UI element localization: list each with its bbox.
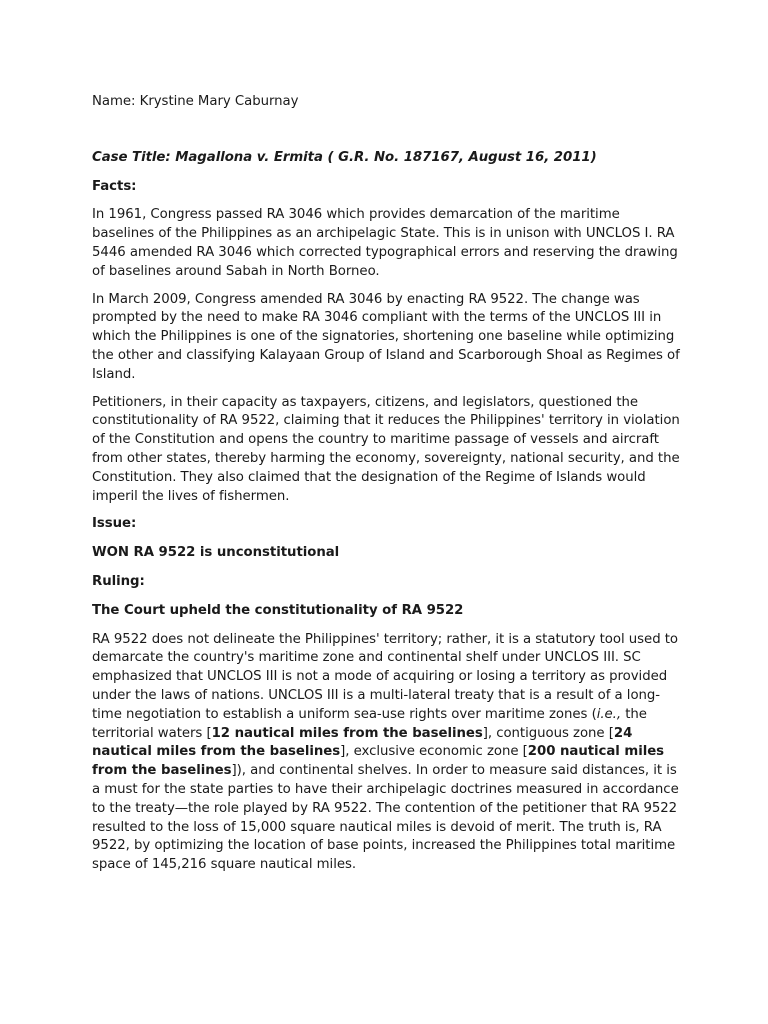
ruling-heading: Ruling: [92, 573, 145, 589]
ruling-text: The Court upheld the constitutionality of RA 9522 [92, 602, 464, 618]
eez-distance: 200 nautical miles from the baselines [92, 744, 665, 779]
document-page [92, 93, 684, 875]
issue-text: WON RA 9522 is unconstitutional [92, 545, 340, 561]
student-name-line [92, 93, 684, 112]
facts-paragraph-2: In March 2009, Congress amended RA 3046 by enacting RA 9522. The change was prompted by the need to make RA 3046 compliant with the terms of the UNCLOS III in which the Philippines is one of the signatories, shortening one baseline while optimizing the other and classifying Kalayaan Group of Island and Scarborough Shoal as Regimes of Island. [92, 291, 680, 382]
ruling-ie: i.e., [596, 706, 622, 722]
ruling-text-part-3: ], contiguous zone [ [482, 725, 614, 741]
facts-heading: Facts: [92, 178, 137, 194]
case-title: Case Title: Magallona v. Ermita ( G.R. No. 187167, August 16, 2011) [92, 149, 597, 165]
name-label: Name: [92, 94, 136, 109]
facts-paragraph-1: In 1961, Congress passed RA 3046 which provides demarcation of the maritime baselines of the Philippines as an archipelagic State. This is in unison with UNCLOS I. RA 5446 amended RA 3046 which corrected typographical errors and reserving the drawing of baselines around Sabah in North Borneo. [92, 207, 678, 279]
ruling-paragraph [92, 631, 684, 875]
territorial-waters-distance: 12 nautical miles from the baselines [211, 725, 483, 741]
facts-paragraph-3: Petitioners, in their capacity as taxpayers, citizens, and legislators, questioned the constitutionality of RA 9522, claiming that it reduces the Philippines' territory in violation of the Constitution and opens the country to maritime passage of vessels and aircraft from other states, thereby harming the economy, sovereignty, national security, and the Constitution. They also claimed that the designation of the Regime of Islands would imperil the lives of fishermen. [92, 394, 680, 504]
contiguous-zone-distance: 24 nautical miles from the baselines [92, 725, 633, 760]
ruling-text-part-2: the territorial waters [ [92, 706, 647, 741]
issue-heading: Issue: [92, 516, 137, 532]
ruling-text-part-5: ]), and continental shelves. In order to measure said distances, it is a must for the state parties to have their archipelagic doctrines measured in accordance to the treaty—the role played by RA 9522. The contention of the petitioner that RA 9522 resulted to the loss of 15,000 square nautical miles is devoid of merit. The truth is, RA 9522, by optimizing the location of base points, increased the Philippines total maritime space of 145,216 square nautical miles. [92, 763, 679, 873]
student-name: Krystine Mary Caburnay [139, 94, 299, 109]
ruling-text-part-4: ], exclusive economic zone [ [340, 744, 528, 760]
ruling-text-part-1: RA 9522 does not delineate the Philippines' territory; rather, it is a statutory tool used to demarcate the country's maritime zone and continental shelf under UNCLOS III. SC emphasized that UNCLOS III is not a mode of acquiring or losing a territory as provided under the laws of nations. UNCLOS III is a multi-lateral treaty that is a result of a long-time negotiation to establish a uniform sea-use rights over maritime zones ( [92, 631, 679, 722]
